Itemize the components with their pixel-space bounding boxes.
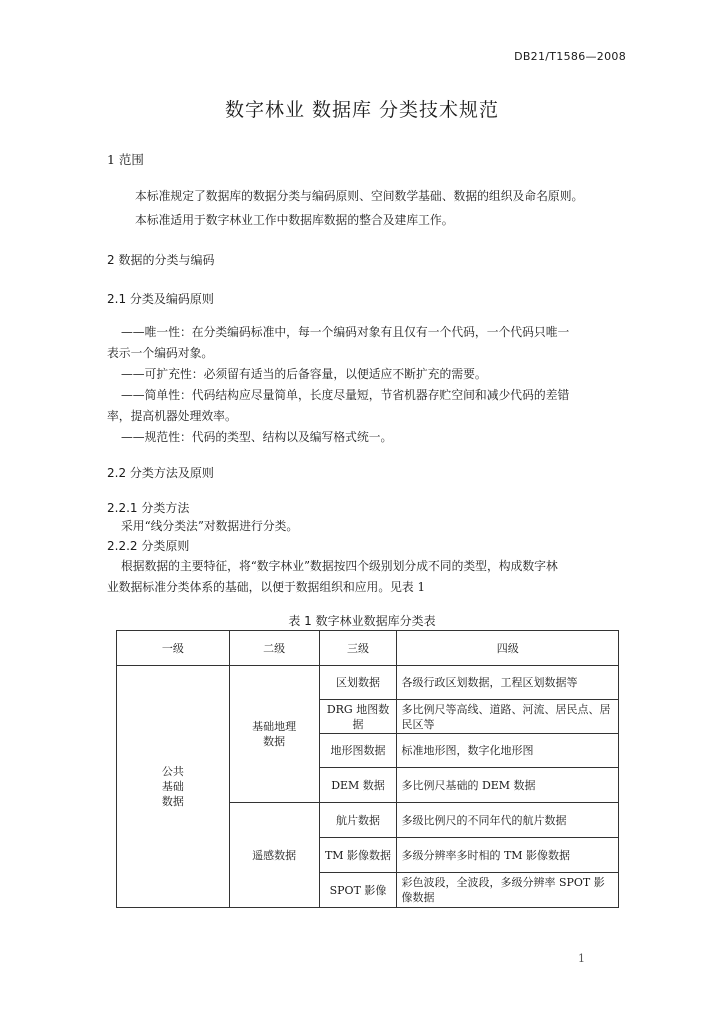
level-4-cell: 标准地形图，数字化地形图 xyxy=(397,734,619,768)
level-4-cell: 彩色波段，全波段，多级分辨率 SPOT 影像数据 xyxy=(397,873,619,908)
standard-code: DB21/T1586—2008 xyxy=(514,50,626,63)
section-1-paragraph-2: 本标准适用于数字林业工作中数据库数据的整合及建库工作。 xyxy=(135,213,454,227)
header-level-2: 二级 xyxy=(229,631,319,666)
table-row xyxy=(117,666,619,700)
classification-table xyxy=(116,630,619,908)
section-1-heading: 1 范围 xyxy=(107,152,144,167)
section-2-2-1-paragraph: 采用“线分类法”对数据进行分类。 xyxy=(121,519,299,533)
section-2-2-2-heading: 2.2.2 分类原则 xyxy=(107,539,190,553)
header-level-1: 一级 xyxy=(117,631,230,666)
level-3-cell: 航片数据 xyxy=(319,803,397,838)
level-3-cell: DRG 地图数据 xyxy=(319,700,397,734)
section-2-2-heading: 2.2 分类方法及原则 xyxy=(107,466,214,480)
table-header-row xyxy=(117,631,619,666)
header-level-4: 四级 xyxy=(397,631,619,666)
level-4-cell: 多级分辨率多时相的 TM 影像数据 xyxy=(397,838,619,873)
level-3-cell: SPOT 影像 xyxy=(319,873,397,908)
section-1-paragraph-1: 本标准规定了数据库的数据分类与编码原则、空间数学基础、数据的组织及命名原则。 xyxy=(135,189,584,203)
principle-extensibility: ——可扩充性：必须留有适当的后备容量，以便适应不断扩充的需要。 xyxy=(121,367,487,381)
principle-uniqueness: ——唯一性：在分类编码标准中，每一个编码对象有且仅有一个代码，一个代码只唯一 xyxy=(121,325,570,339)
principle-simplicity-cont: 率，提高机器处理效率。 xyxy=(107,409,237,423)
document-title: 数字林业 数据库 分类技术规范 xyxy=(224,99,500,121)
section-2-2-1-heading: 2.2.1 分类方法 xyxy=(107,501,190,515)
level-3-cell: 区划数据 xyxy=(319,666,397,700)
principle-standardization: ——规范性：代码的类型、结构以及编写格式统一。 xyxy=(121,430,393,444)
page-number: 1 xyxy=(578,952,585,965)
level-1-cell: 公共 基础 数据 xyxy=(117,666,230,908)
section-2-2-2-paragraph-cont: 业数据标准分类体系的基础，以便于数据组织和应用。见表 1 xyxy=(107,580,425,594)
section-2-2-2-paragraph: 根据数据的主要特征，将“数字林业”数据按四个级别划分成不同的类型，构成数字林 xyxy=(121,559,558,573)
section-2-1-heading: 2.1 分类及编码原则 xyxy=(107,292,214,306)
level-4-cell: 多比例尺等高线、道路、河流、居民点、居民区等 xyxy=(397,700,619,734)
level-3-cell: DEM 数据 xyxy=(319,768,397,803)
level-2-cell: 遥感数据 xyxy=(229,803,319,908)
principle-uniqueness-cont: 表示一个编码对象。 xyxy=(107,346,214,360)
table-caption: 表 1 数字林业数据库分类表 xyxy=(288,614,436,628)
principle-simplicity: ——简单性：代码结构应尽量简单，长度尽量短，节省机器存贮空间和减少代码的差错 xyxy=(121,388,570,402)
level-4-cell: 多级比例尺的不同年代的航片数据 xyxy=(397,803,619,838)
level-3-cell: 地形图数据 xyxy=(319,734,397,768)
header-level-3: 三级 xyxy=(319,631,397,666)
level-4-cell: 多比例尺基础的 DEM 数据 xyxy=(397,768,619,803)
level-2-cell: 基础地理 数据 xyxy=(229,666,319,803)
level-4-cell: 各级行政区划数据，工程区划数据等 xyxy=(397,666,619,700)
level-3-cell: TM 影像数据 xyxy=(319,838,397,873)
section-2-heading: 2 数据的分类与编码 xyxy=(107,253,215,267)
